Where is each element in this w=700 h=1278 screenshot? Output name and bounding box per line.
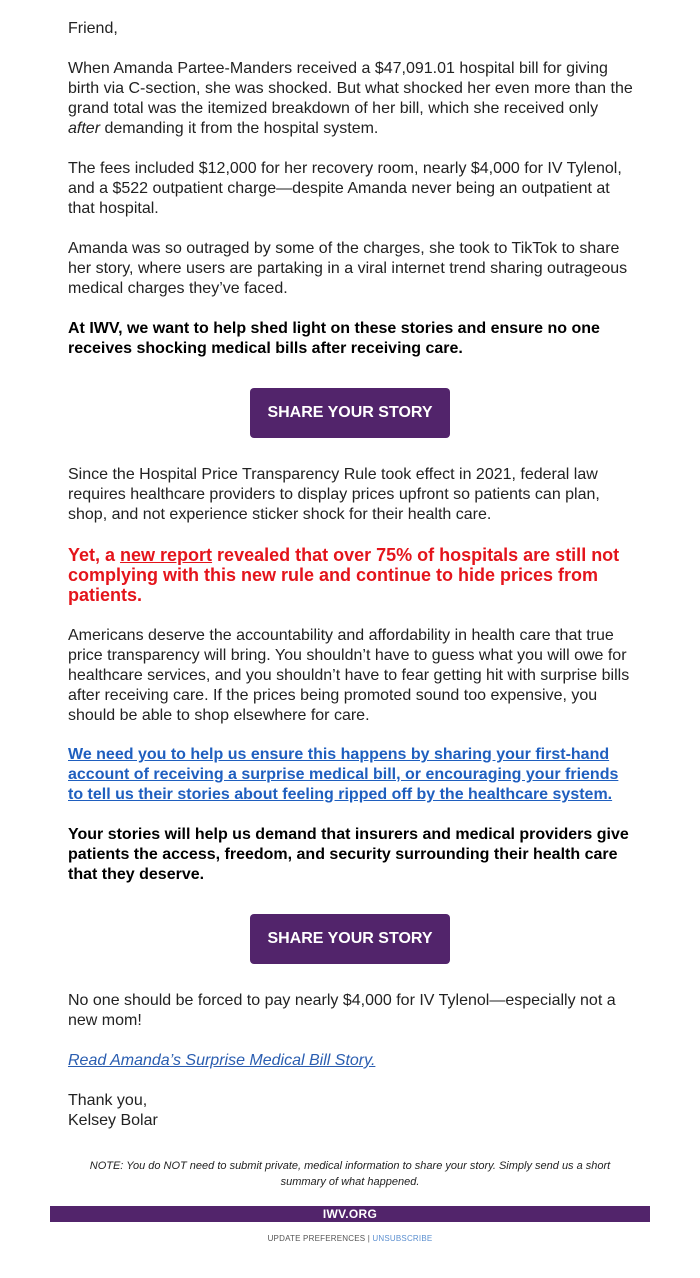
alert-prefix: Yet, a [68,545,121,565]
share-your-story-button-top[interactable]: SHARE YOUR STORY [250,388,450,438]
transparency-rule-paragraph: Since the Hospital Price Transparency Rule took effect in 2021, federal law requires healthcare providers to display prices upfront so patients can plan, shop, and not experience sticker shock for their health care. [68,466,600,523]
update-preferences-link[interactable]: UPDATE PREFERENCES [267,1234,366,1243]
footer-brand-bar [50,1206,650,1222]
hospital-compliance-alert [68,545,634,605]
intro-text-end: demanding it from the hospital system. [100,120,379,137]
unsubscribe-link[interactable]: UNSUBSCRIBE [372,1234,433,1243]
share-your-story-button-bottom[interactable]: SHARE YOUR STORY [250,914,450,964]
tiktok-paragraph: Amanda was so outraged by some of the charges, she took to TikTok to share her story, where users are partaking in a viral internet trend sharing outrageous medical charges they’ve faced. [68,240,628,297]
signoff: Thank you, [68,1092,148,1109]
privacy-note: NOTE: You do NOT need to submit private, medical information to share your story. Simply send us a short summary of what happened. [89,1160,611,1188]
alert-suffix: revealed that over 75% of hospitals are still not complying with this new rule and continue to hide prices from patients. [68,545,620,605]
iwv-mission-paragraph: At IWV, we want to help shed light on these stories and ensure no one receives shocking medical bills after receiving care. [68,320,600,357]
call-to-action-paragraph [68,745,634,805]
intro-paragraph [68,59,634,139]
accountability-paragraph: Americans deserve the accountability and affordability in health care that true price transparency will bring. You shouldn’t have to guess what you will owe for healthcare services, and you shouldn’t have to fear getting hit with surprise bills after receiving care. If the prices being promoted sound too expensive, you should be able to shop elsewhere for care. [68,627,630,724]
share-experience-link[interactable]: We need you to help us ensure this happens by sharing your first-hand account of receiving a surprise medical bill, or encouraging your friends to tell us their stories about feeling ripped off by the healthcare system. [68,746,619,803]
fees-paragraph: The fees included $12,000 for her recovery room, nearly $4,000 for IV Tylenol, and a $522 outpatient charge—despite Amanda never being an outpatient at that hospital. [68,160,622,217]
footer-separator: | [365,1234,373,1243]
intro-text: When Amanda Partee-Manders received a $47,091.01 hospital bill for giving birth via C-section, she was shocked. But what shocked her even more than the grand total was the itemized breakdown of her bill, which she received only [68,60,633,117]
demand-paragraph: Your stories will help us demand that insurers and medical providers give patients the access, freedom, and security surrounding their health care that they deserve. [68,826,629,883]
signature: Kelsey Bolar [68,1112,158,1129]
read-amanda-story-link[interactable]: Read Amanda’s Surprise Medical Bill Story. [68,1052,376,1069]
intro-emphasis: after [68,120,101,137]
footer-brand[interactable]: IWV.ORG [322,1207,378,1221]
greeting: Friend, [68,20,118,37]
tylenol-paragraph: No one should be forced to pay nearly $4,000 for IV Tylenol—especially not a new mom! [68,992,616,1029]
story-link-paragraph [68,1051,634,1071]
new-report-link[interactable]: new report [120,545,213,565]
footer-links [0,1234,700,1243]
